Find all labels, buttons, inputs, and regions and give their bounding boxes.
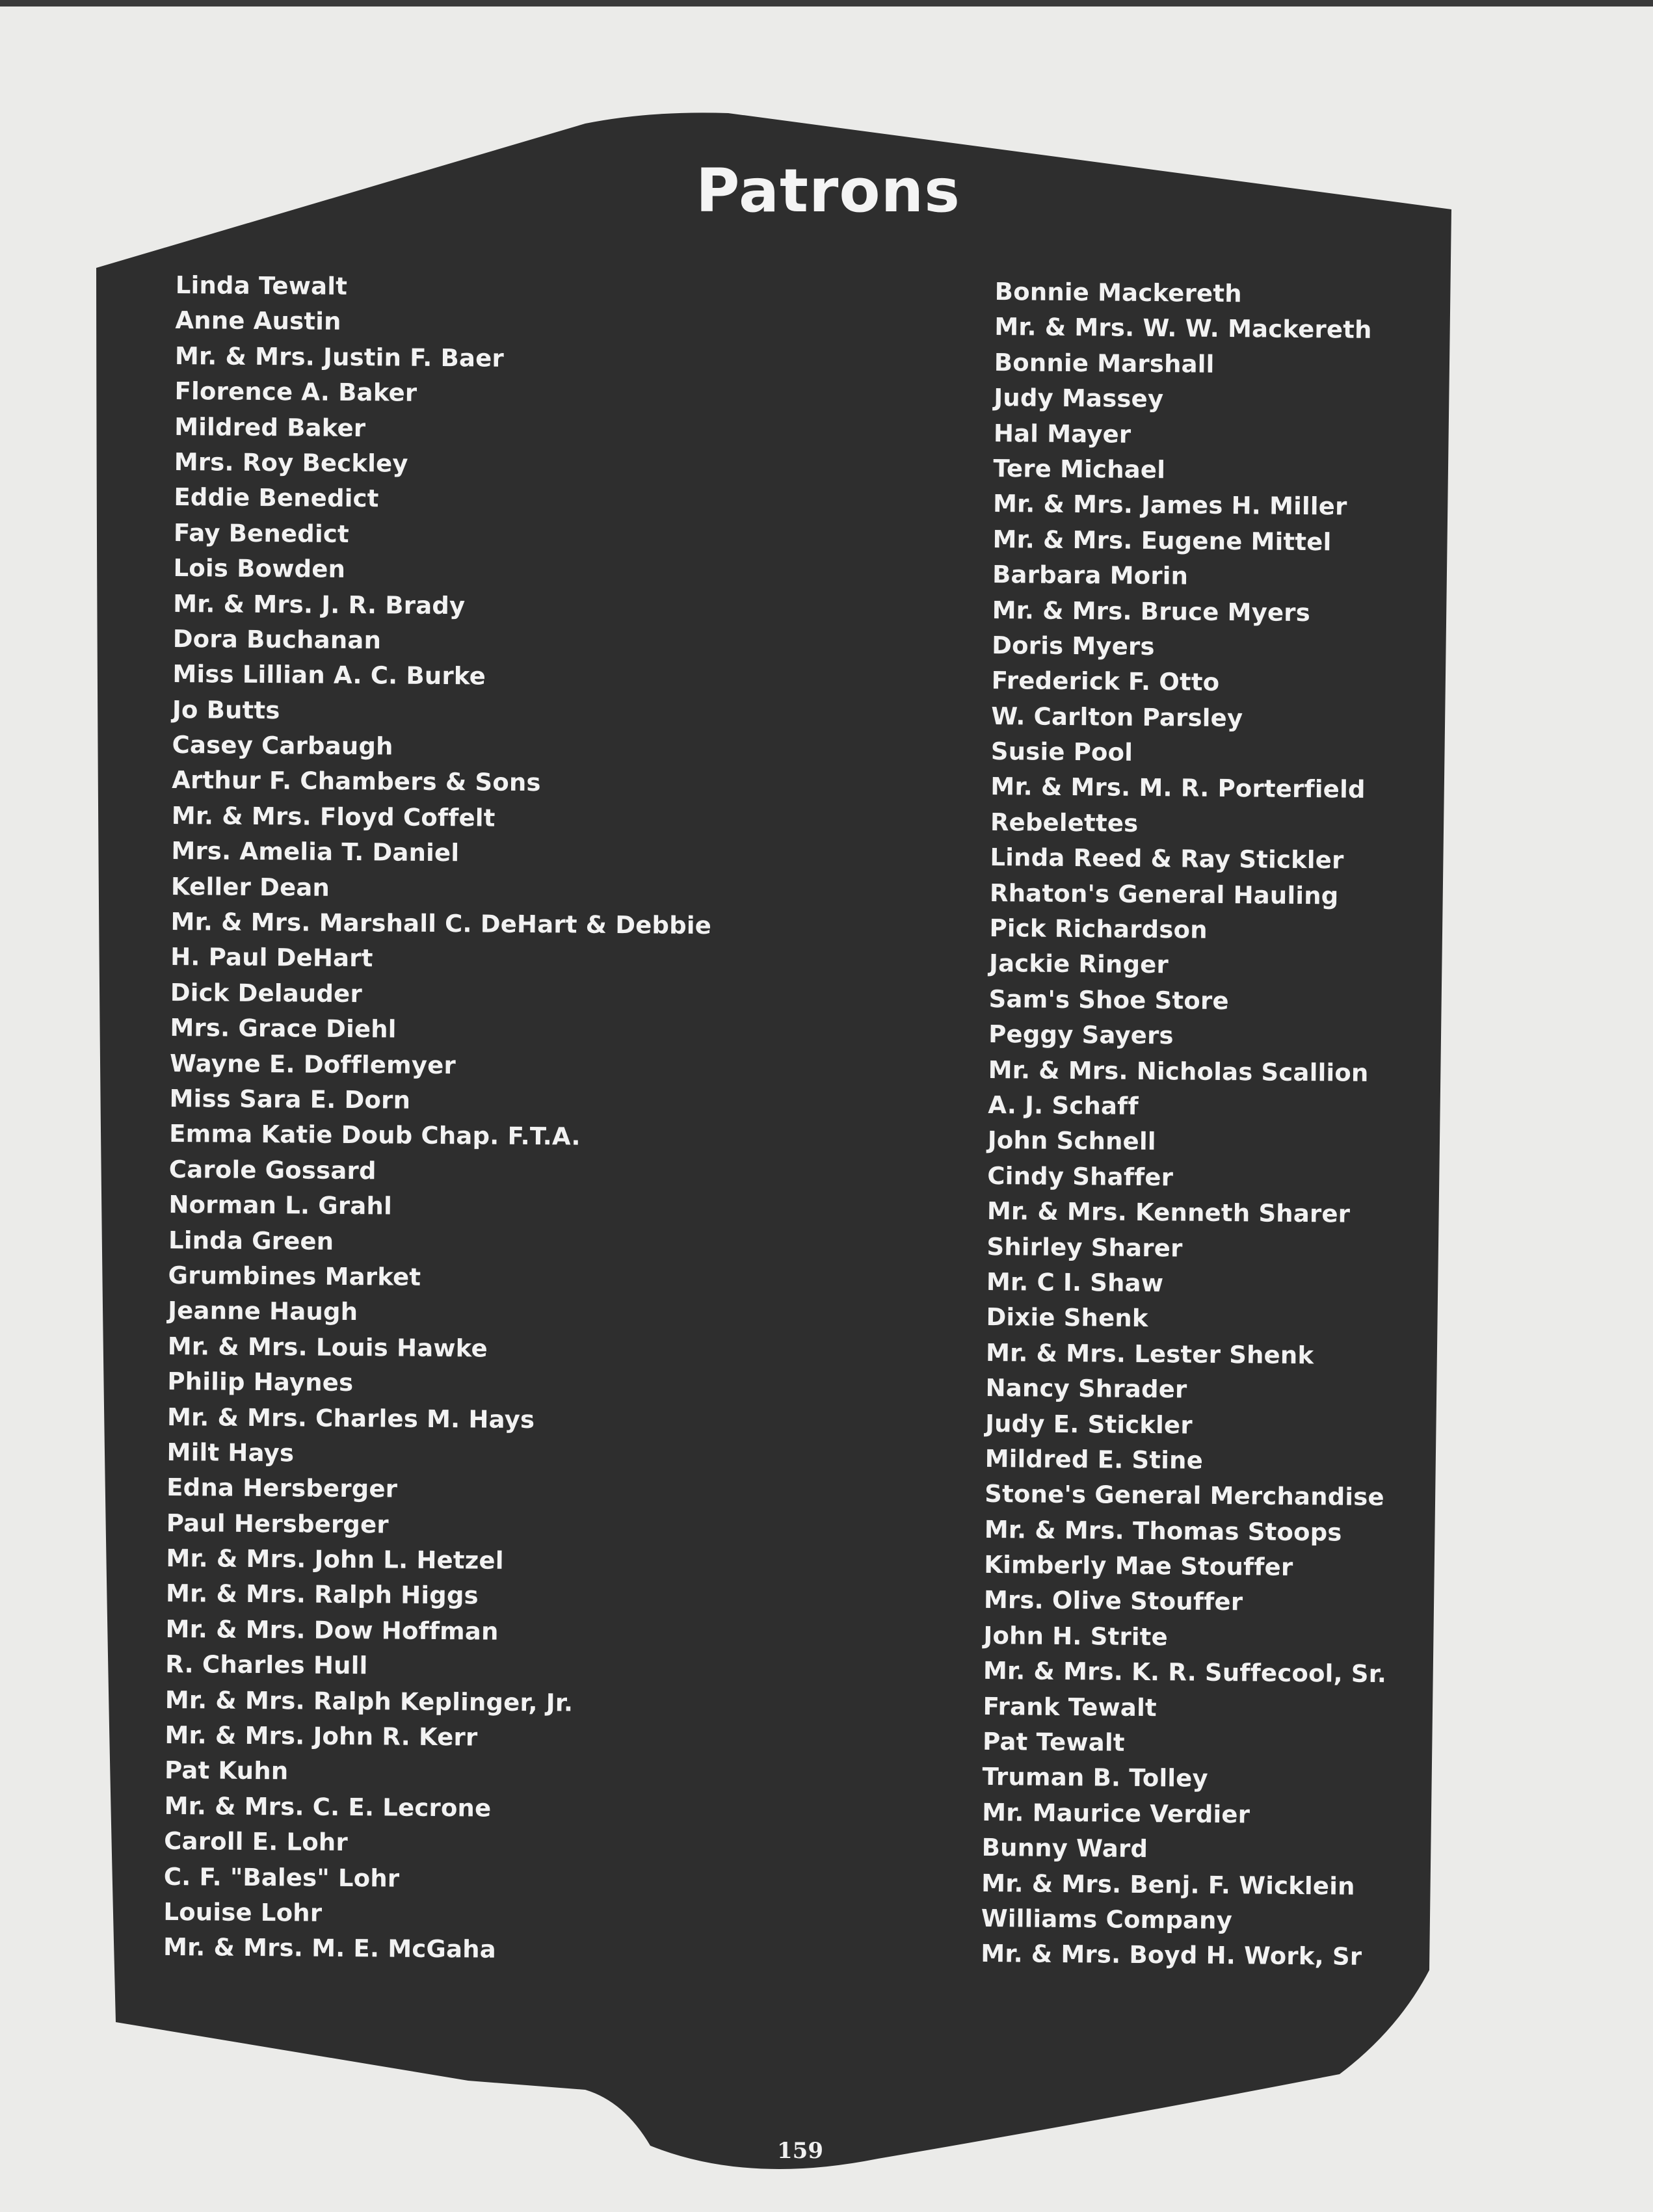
patron-name: Judy E. Stickler (985, 1409, 1193, 1440)
patron-name: Pat Kuhn (164, 1756, 289, 1785)
patron-name: Mr. & Mrs. James H. Miller (992, 490, 1347, 521)
patron-name: Mr. & Mrs. Thomas Stoops (984, 1515, 1342, 1547)
patron-name: John H. Strite (983, 1621, 1169, 1652)
patron-name: Mr. & Mrs. Lester Shenk (985, 1338, 1314, 1369)
patron-name: Shirley Sharer (986, 1232, 1183, 1263)
patron-name: Jeanne Haugh (168, 1297, 358, 1326)
patron-name: Mildred Baker (174, 412, 366, 442)
patron-name: Mr. & Mrs. Louis Hawke (167, 1332, 488, 1363)
patron-name: John Schnell (987, 1126, 1156, 1156)
patron-name: Susie Pool (990, 737, 1133, 767)
patron-name: Doris Myers (992, 631, 1155, 661)
patron-name: Truman B. Tolley (982, 1763, 1208, 1793)
patron-name: H. Paul DeHart (170, 943, 373, 973)
page-number: 159 (777, 2138, 823, 2164)
patron-name: Casey Carbaugh (172, 731, 393, 761)
patron-name: Caroll E. Lohr (164, 1827, 349, 1857)
patron-name: Linda Tewalt (175, 270, 348, 300)
patron-name: Keller Dean (170, 872, 330, 902)
patron-name: Mr. & Mrs. C. E. Lecrone (164, 1791, 492, 1823)
patron-name: Anne Austin (175, 306, 341, 336)
patron-name: Mr. & Mrs. Eugene Mittel (992, 525, 1332, 557)
patron-name: Bunny Ward (981, 1834, 1148, 1863)
page-title: Patrons (696, 156, 960, 226)
patron-name: Mr. & Mrs. Ralph Higgs (165, 1579, 479, 1610)
patron-name: Mr. & Mrs. Marshall C. DeHart & Debbie (170, 908, 712, 940)
patron-name: Jackie Ringer (988, 949, 1169, 979)
patron-name: Mr. & Mrs. John R. Kerr (165, 1720, 478, 1752)
patron-name: Dora Buchanan (172, 624, 382, 655)
patron-name: Dixie Shenk (986, 1303, 1148, 1333)
patron-name: Miss Sara E. Dorn (169, 1084, 411, 1114)
patron-name: Wayne E. Dofflemyer (169, 1049, 456, 1079)
patron-name: Frederick F. Otto (991, 666, 1220, 697)
patron-name: Hal Mayer (993, 419, 1131, 449)
patron-name: Milt Hays (166, 1438, 295, 1468)
patron-name: Mr. & Mrs. John L. Hetzel (166, 1544, 504, 1575)
patron-name: Mr. & Mrs. Kenneth Sharer (986, 1197, 1351, 1228)
patron-name: Nancy Shrader (985, 1374, 1187, 1404)
patron-name: Louise Lohr (163, 1897, 323, 1927)
patron-name: Mr. & Mrs. Boyd H. Work, Sr (981, 1940, 1362, 1971)
patron-name: Mr. & Mrs. Justin F. Baer (174, 341, 505, 373)
patron-name: Peggy Sayers (988, 1020, 1174, 1050)
patron-name: Mr. & Mrs. Nicholas Scallion (988, 1055, 1369, 1087)
patron-name: Mr. & Mrs. Ralph Keplinger, Jr. (165, 1685, 574, 1717)
patron-name: Mr. & Mrs. K. R. Suffecool, Sr. (983, 1657, 1387, 1689)
patron-name: Mr. & Mrs. W. W. Mackereth (994, 313, 1372, 345)
patron-name: Miss Lillian A. C. Burke (172, 660, 486, 691)
patron-name: Philip Haynes (167, 1367, 354, 1397)
patron-name: Cindy Shaffer (987, 1161, 1174, 1192)
patrons-list-left (163, 268, 717, 1969)
patron-name: Sam's Shoe Store (988, 984, 1229, 1015)
patron-name: Mr. C I. Shaw (986, 1267, 1164, 1298)
patron-name: Linda Green (168, 1226, 334, 1256)
patron-name: Mr. & Mrs. M. R. Porterfield (990, 772, 1366, 804)
patron-name: Eddie Benedict (174, 483, 379, 513)
patron-name: Arthur F. Chambers & Sons (172, 766, 541, 797)
patron-name: R. Charles Hull (165, 1650, 368, 1680)
patron-name: Mr. & Mrs. J. R. Brady (173, 589, 466, 620)
patron-name: A. J. Schaff (988, 1090, 1139, 1120)
patron-name: Carole Gossard (168, 1155, 377, 1185)
patron-name: Mildred E. Stine (985, 1444, 1204, 1475)
patron-name: Pick Richardson (989, 914, 1208, 944)
patron-name: Mr. & Mrs. Charles M. Hays (166, 1402, 535, 1434)
patron-name: Mr. & Mrs. Bruce Myers (992, 596, 1311, 627)
patron-name: Emma Katie Doub Chap. F.T.A. (169, 1120, 581, 1151)
patron-name: Pat Tewalt (982, 1727, 1125, 1757)
patron-name: C. F. "Bales" Lohr (163, 1862, 400, 1893)
patron-name: Norman L. Grahl (168, 1191, 393, 1220)
patron-name: Tere Michael (993, 454, 1166, 484)
patron-name: Stone's General Merchandise (985, 1480, 1384, 1512)
patron-name: Grumbines Market (168, 1261, 421, 1291)
patron-name: Judy Massey (994, 384, 1164, 414)
patron-name: W. Carlton Parsley (991, 702, 1243, 732)
patron-name: Mrs. Roy Beckley (174, 447, 408, 478)
patron-name: Mr. Maurice Verdier (982, 1798, 1250, 1829)
patron-name: Mr. & Mrs. Floyd Coffelt (171, 801, 496, 832)
patron-name: Bonnie Mackereth (994, 277, 1242, 308)
patron-name: Lois Bowden (173, 554, 346, 584)
patron-name: Dick Delauder (170, 978, 363, 1008)
patron-name: Linda Reed & Ray Stickler (990, 843, 1344, 875)
patron-name: Frank Tewalt (983, 1692, 1157, 1722)
patron-name: Mr. & Mrs. Dow Hoffman (165, 1614, 499, 1646)
patron-name: Mrs. Grace Diehl (170, 1014, 397, 1044)
patrons-list-right (981, 274, 1398, 1975)
patron-name: Bonnie Marshall (994, 348, 1215, 378)
patron-name: Paul Hersberger (166, 1508, 389, 1539)
patron-name: Barbara Morin (992, 560, 1189, 590)
patron-name: Kimberly Mae Stouffer (984, 1550, 1293, 1581)
patron-name: Williams Company (981, 1904, 1233, 1935)
patron-name: Florence A. Baker (174, 377, 417, 407)
patron-name: Jo Butts (172, 695, 280, 724)
patron-name: Rebelettes (990, 808, 1139, 837)
patron-name: Rhaton's General Hauling (989, 878, 1339, 910)
patron-name: Mr. & Mrs. Benj. F. Wicklein (981, 1869, 1355, 1901)
patron-name: Mrs. Olive Stouffer (983, 1586, 1243, 1616)
patron-name: Mrs. Amelia T. Daniel (171, 837, 460, 867)
patron-name: Edna Hersberger (166, 1473, 398, 1503)
patron-name: Fay Benedict (173, 518, 350, 548)
patron-name: Mr. & Mrs. M. E. McGaha (163, 1933, 497, 1964)
